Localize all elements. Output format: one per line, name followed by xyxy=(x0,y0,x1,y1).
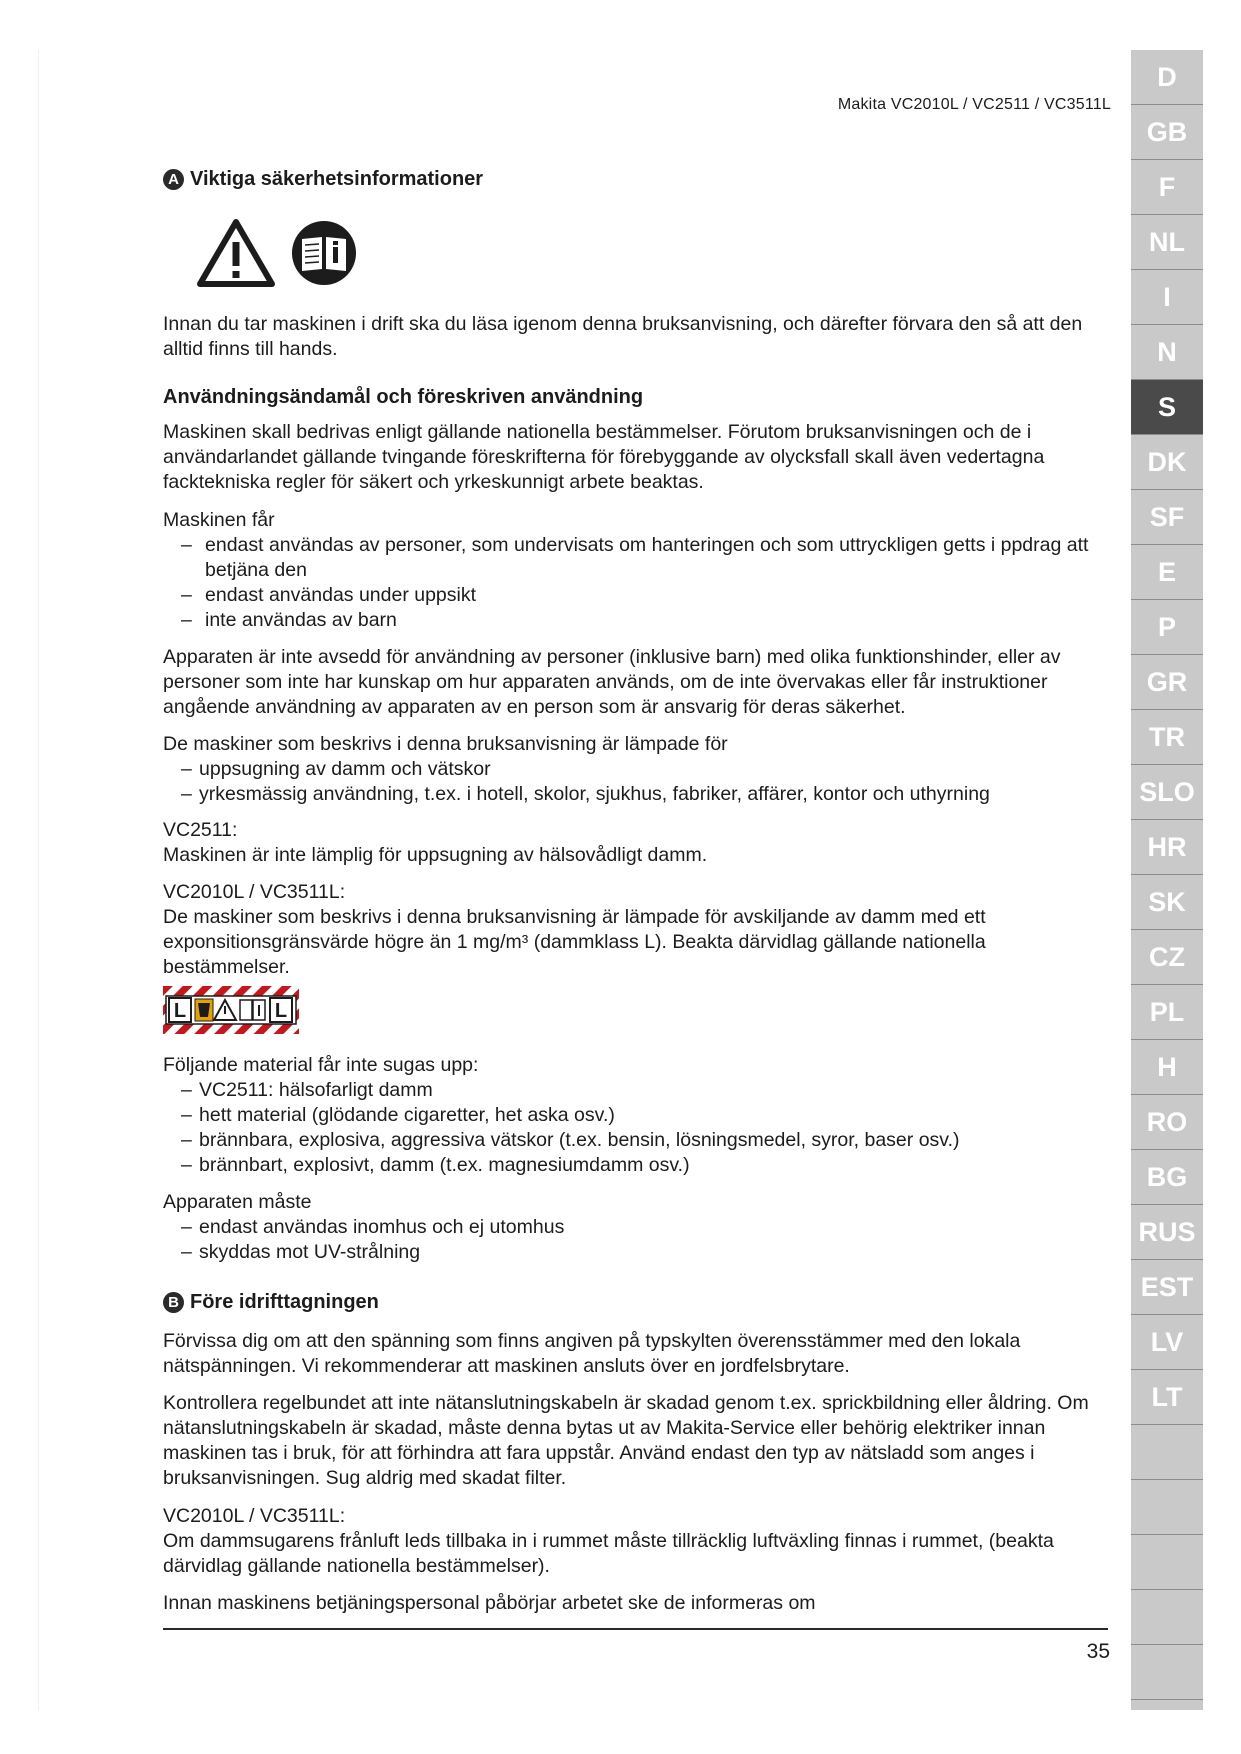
lang-tab-e[interactable]: E xyxy=(1131,545,1203,600)
list-item: – endast användas inomhus och ej utomhus xyxy=(163,1215,1113,1240)
lang-tab-empty xyxy=(1131,1480,1203,1535)
lang-tab-i[interactable]: I xyxy=(1131,270,1203,325)
list-item: – VC2511: hälsofarligt damm xyxy=(163,1078,1113,1103)
lang-tab-tr[interactable]: TR xyxy=(1131,710,1203,765)
lang-tab-est[interactable]: EST xyxy=(1131,1260,1203,1315)
lang-tab-rus[interactable]: RUS xyxy=(1131,1205,1203,1260)
not-intended-paragraph: Apparaten är inte avsedd för användning av personer (inklusive barn) med olika funktionshinder, eller av personer som inte har kunskap om hur apparaten används, om de inte övervakas eller får instruktioner angående användning av apparaten av en person som är ansvarig för deras säkerhet. xyxy=(163,646,1061,718)
not-suck-intro: Följande material får inte sugas upp: xyxy=(163,1054,479,1076)
lang-tab-gb[interactable]: GB xyxy=(1131,105,1203,160)
section-b-vc2010-text: Om dammsugarens frånluft leds tillbaka in i rummet måste tillräcklig luftväxling finnas i rummet, (beakta därvidlag gällande nationella bestämmelser). xyxy=(163,1530,1054,1577)
section-b-vc2010-block xyxy=(163,1504,1113,1579)
lang-tab-dk[interactable]: DK xyxy=(1131,435,1203,490)
lang-tab-empty xyxy=(1131,1425,1203,1480)
safety-icons xyxy=(196,218,358,293)
lang-tab-s[interactable]: S xyxy=(1131,380,1203,435)
lang-tab-pl[interactable]: PL xyxy=(1131,985,1203,1040)
list-item: – yrkesmässig användning, t.ex. i hotell, skolor, sjukhus, fabriker, affärer, kontor och uthyrning xyxy=(163,782,1113,807)
list-item: – hett material (glödande cigaretter, het aska osv.) xyxy=(163,1103,1113,1128)
lang-tab-hr[interactable]: HR xyxy=(1131,820,1203,875)
lang-tab-lt[interactable]: LT xyxy=(1131,1370,1203,1425)
section-b-paragraph-1: Förvissa dig om att den spänning som finns angiven på typskylten överensstämmer med den lokala nätspänningen. Vi rekommenderar att maskinen ansluts över en jordfelsbrytare. xyxy=(163,1330,1021,1377)
lang-tab-empty xyxy=(1131,1535,1203,1590)
list-item: – uppsugning av damm och vätskor xyxy=(163,757,1113,782)
vc2010-text: De maskiner som beskrivs i denna bruksanvisning är lämpade för avskiljande av damm med ett exponsitionsgränsvärde högre än 1 mg/m³ (dammklass L). Beakta därvidlag gällande nationella bestämmelser. xyxy=(163,906,986,978)
dust-label-left-letter: L xyxy=(173,1000,187,1022)
section-a-marker: A xyxy=(163,169,184,190)
lang-tab-sf[interactable]: SF xyxy=(1131,490,1203,545)
warning-triangle-icon xyxy=(196,218,276,293)
may-list xyxy=(163,533,1113,633)
lang-tab-d[interactable]: D xyxy=(1131,50,1203,105)
may-block xyxy=(163,508,1113,633)
may-intro: Maskinen får xyxy=(163,509,275,531)
lang-tab-empty xyxy=(1131,1590,1203,1645)
section-b-paragraph-4: Innan maskinens betjäningspersonal påbörjar arbetet ske de informeras om xyxy=(163,1592,816,1614)
read-manual-icon xyxy=(290,219,358,292)
vc2511-text: Maskinen är inte lämplig för uppsugning av hälsovådligt damm. xyxy=(163,844,708,866)
must-list xyxy=(163,1215,1113,1265)
language-tabs xyxy=(1131,50,1203,1710)
footer-rule xyxy=(163,1628,1108,1630)
suitable-list xyxy=(163,757,1113,807)
section-b-heading xyxy=(163,1291,379,1314)
lang-tab-bg[interactable]: BG xyxy=(1131,1150,1203,1205)
section-a-heading xyxy=(163,168,483,191)
list-item: – endast användas av personer, som undervisats om hanteringen och som uttryckligen getts i ppdrag att betjäna den xyxy=(163,533,1113,583)
usage-heading: Användningsändamål och föreskriven användning xyxy=(163,386,644,408)
list-item: – brännbara, explosiva, aggressiva vätskor (t.ex. bensin, lösningsmedel, syror, baser osv.) xyxy=(163,1128,1113,1153)
section-b-title: Före idrifttagningen xyxy=(190,1291,379,1313)
must-block xyxy=(163,1190,1113,1265)
lang-tab-cz[interactable]: CZ xyxy=(1131,930,1203,985)
list-item: – skyddas mot UV-strålning xyxy=(163,1240,1113,1265)
dust-label-right-letter: L xyxy=(274,1000,288,1022)
usage-paragraph: Maskinen skall bedrivas enligt gällande nationella bestämmelser. Förutom bruksanvisningen och de i användarlandet gällande tvingande föreskrifterna för förebyggande av olycksfall skall även vedertagna facktekniska regler för säkert och yrkeskunnigt arbete beaktas. xyxy=(163,421,1045,493)
suitable-intro: De maskiner som beskrivs i denna bruksanvisning är lämpade för xyxy=(163,733,728,755)
lang-tab-empty xyxy=(1131,1645,1203,1700)
lang-tab-nl[interactable]: NL xyxy=(1131,215,1203,270)
section-b-paragraph-2: Kontrollera regelbundet att inte nätanslutningskabeln är skadad genom t.ex. sprickbildning eller åldring. Om nätanslutningskabeln är skadad, måste denna bytas ut av Makita-Service eller behörig elektriker innan maskinen tas i bruk, för att förhindra att fara uppstår. Använd endast den typ av nätsladd som anges i bruksanvisningen. Sug aldrig med skadat filter. xyxy=(163,1392,1089,1489)
section-b-marker: B xyxy=(163,1292,184,1313)
lang-tab-f[interactable]: F xyxy=(1131,160,1203,215)
suitable-block xyxy=(163,732,1113,807)
lang-tab-n[interactable]: N xyxy=(1131,325,1203,380)
lang-tab-lv[interactable]: LV xyxy=(1131,1315,1203,1370)
lang-tab-h[interactable]: H xyxy=(1131,1040,1203,1095)
vc2010-label: VC2010L / VC3511L: xyxy=(163,881,346,903)
list-item: – inte användas av barn xyxy=(163,608,1113,633)
page-number: 35 xyxy=(1086,1640,1110,1663)
section-a-title: Viktiga säkerhetsinformationer xyxy=(190,168,484,190)
not-suck-block xyxy=(163,1053,1113,1178)
vc2511-label: VC2511: xyxy=(163,819,238,841)
vc2010-block xyxy=(163,880,1113,980)
intro-paragraph: Innan du tar maskinen i drift ska du läsa igenom denna bruksanvisning, och därefter förvara den så att den alltid finns till hands. xyxy=(163,313,1083,360)
section-b-vc2010-label: VC2010L / VC3511L: xyxy=(163,1505,346,1527)
list-item: – endast användas under uppsikt xyxy=(163,583,1113,608)
list-item: – brännbart, explosivt, damm (t.ex. magnesiumdamm osv.) xyxy=(163,1153,1113,1178)
dust-class-label xyxy=(163,986,299,1039)
lang-tab-sk[interactable]: SK xyxy=(1131,875,1203,930)
header-model: Makita VC2010L / VC2511 / VC3511L xyxy=(837,96,1111,113)
lang-tab-p[interactable]: P xyxy=(1131,600,1203,655)
not-suck-list xyxy=(163,1078,1113,1178)
lang-tab-slo[interactable]: SLO xyxy=(1131,765,1203,820)
page-edge xyxy=(38,50,39,1710)
vc2511-block xyxy=(163,818,1113,868)
must-intro: Apparaten måste xyxy=(163,1191,312,1213)
lang-tab-gr[interactable]: GR xyxy=(1131,655,1203,710)
lang-tab-ro[interactable]: RO xyxy=(1131,1095,1203,1150)
